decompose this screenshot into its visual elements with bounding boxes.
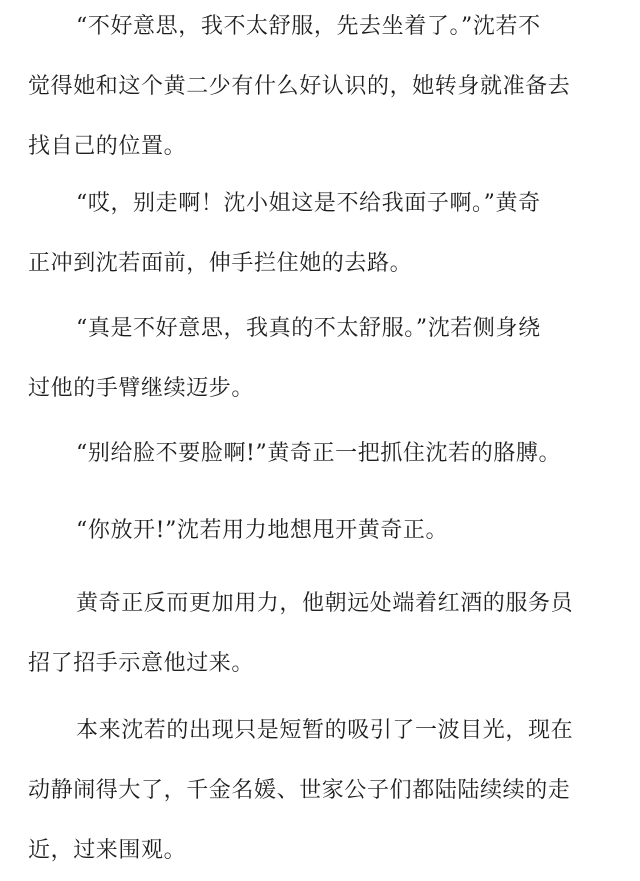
text-line: “别给脸不要脸啊!”黄奇正一把抓住沈若的胳膊。 (76, 441, 562, 466)
text-line: 招了招手示意他过来。 (28, 651, 255, 676)
text-line: “你放开!”沈若用力地想甩开黄奇正。 (76, 518, 449, 543)
text-line: 黄奇正反而更加用力，他朝远处端着红酒的服务员 (76, 591, 574, 616)
text-line: “真是不好意思，我真的不太舒服。”沈若侧身绕 (76, 316, 541, 341)
text-line: 动静闹得大了，千金名媛、世家公子们都陆陆续续的走 (28, 778, 571, 803)
paragraph-2 (28, 174, 616, 294)
text-line: 找自己的位置。 (28, 134, 187, 159)
text-line: 本来沈若的出现只是短暂的吸引了一波目光，现在 (76, 718, 574, 743)
paragraph-5 (28, 501, 616, 561)
paragraph-4 (28, 424, 616, 484)
paragraph-3 (28, 299, 616, 419)
text-line: 近，过来围观。 (28, 838, 187, 863)
paragraph-6 (28, 574, 616, 694)
paragraph-7 (28, 701, 616, 881)
text-line: 正冲到沈若面前，伸手拦住她的去路。 (28, 251, 413, 276)
text-line: “哎，别走啊！沈小姐这是不给我面子啊。”黄奇 (76, 191, 541, 216)
paragraph-1 (28, 0, 616, 177)
text-line: 觉得她和这个黄二少有什么好认识的，她转身就准备去 (28, 74, 571, 99)
text-line: “不好意思，我不太舒服，先去坐着了。”沈若不 (76, 14, 541, 39)
text-line: 过他的手臂继续迈步。 (28, 376, 255, 401)
